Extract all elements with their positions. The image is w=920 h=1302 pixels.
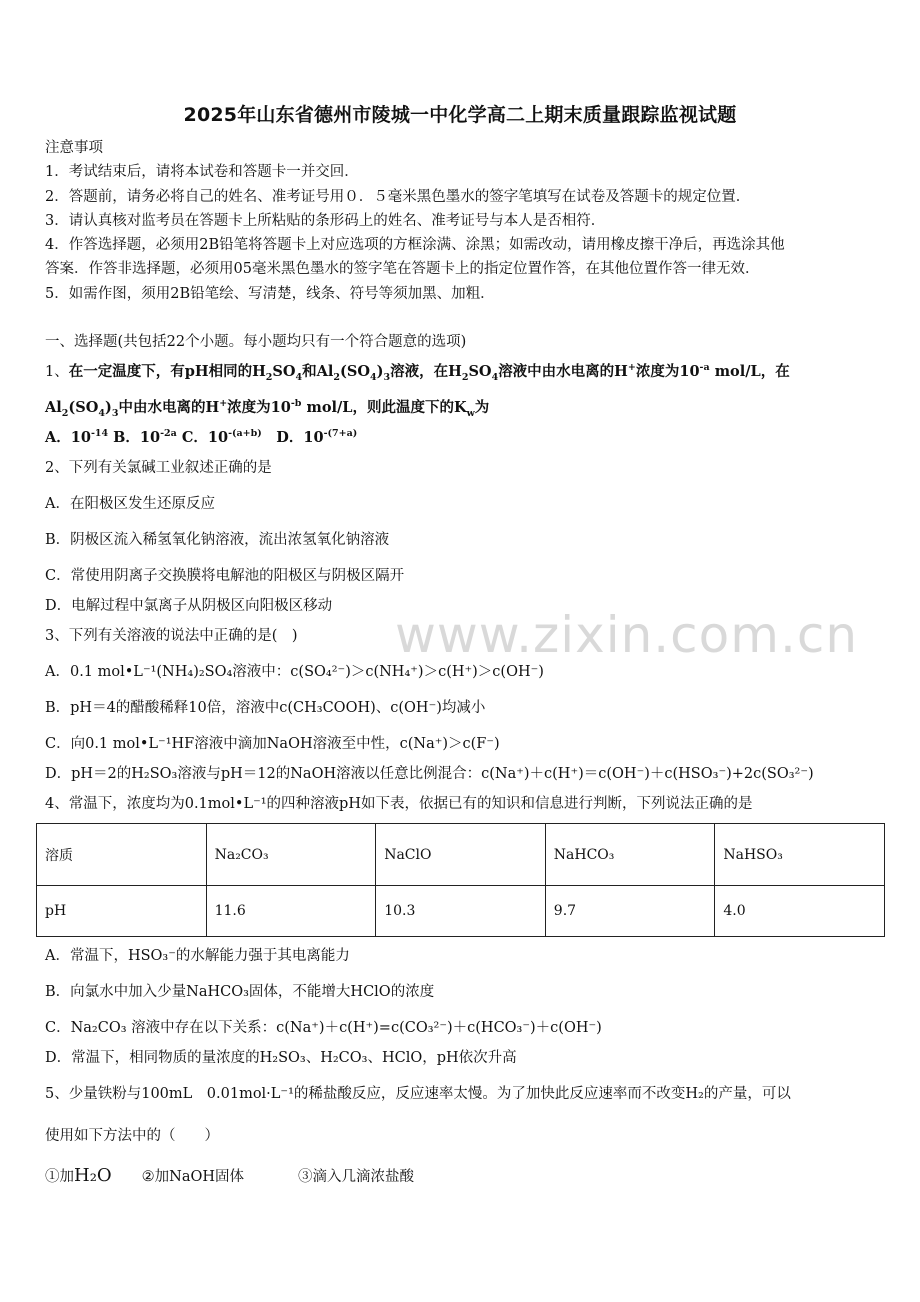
text: SO (272, 363, 296, 380)
text: mol/L，则此温度下的K (301, 399, 467, 416)
option-1: ①加 (45, 1169, 74, 1185)
ph-table (36, 823, 885, 937)
notice-item-4: 4．作答选择题，必须用2B铅笔将答题卡上对应选项的方框涂满、涂黑；如需改动，请用橡皮擦干净后，再选涂其他 (45, 237, 785, 253)
option-c: C．10 (176, 429, 229, 446)
superscript: -a (699, 362, 710, 374)
table-row (37, 824, 885, 886)
subscript: 3 (111, 407, 119, 419)
text: 为 (474, 399, 490, 416)
option-2: ②加NaOH固体 (141, 1169, 245, 1185)
subscript: 4 (491, 371, 499, 383)
option-3: ③滴入几滴浓盐酸 (298, 1169, 415, 1185)
text: 浓度为10 (635, 363, 700, 380)
option-b: B．10 (108, 429, 161, 446)
superscript: -14 (90, 428, 109, 440)
question-5-line-1: 5、少量铁粉与100mL 0.01mol·L⁻¹的稀盐酸反应，反应速率太慢。为了加快此反应速率而不改变H₂的产量，可以 (45, 1086, 791, 1102)
subscript: 2 (265, 371, 273, 383)
question-4-stem: 4、常温下，浓度均为0.1mol•L⁻¹的四种溶液pH如下表，依据已有的知识和信息进行判断，下列说法正确的是 (45, 796, 753, 812)
notice-item-2: 2．答题前，请务必将自己的姓名、准考证号用０．５毫米黑色墨水的签字笔填写在试卷及答题卡的规定位置． (45, 189, 751, 205)
text: 浓度为10 (227, 399, 291, 416)
superscript: -b (290, 398, 302, 410)
question-2-option-c: C．常使用阴离子交换膜将电解池的阳极区与阴极区隔开 (45, 568, 405, 584)
text: 溶液，在H (390, 363, 462, 380)
text: ) (376, 363, 384, 380)
notice-heading: 注意事项 (45, 140, 103, 156)
text: (SO (340, 363, 370, 380)
question-1-line-1 (45, 362, 790, 382)
subscript: 2 (461, 371, 469, 383)
question-2-option-a: A．在阳极区发生还原反应 (45, 496, 215, 512)
question-3-option-a: A．0.1 mol•L⁻¹(NH₄)₂SO₄溶液中：c(SO₄²⁻)＞c(NH₄⁺)＞c(H⁺)＞c(OH⁻) (45, 664, 544, 680)
subscript: w (466, 407, 475, 419)
notice-item-1: 1．考试结束后，请将本试卷和答题卡一并交回． (45, 164, 359, 180)
option-d: D．10 (261, 429, 324, 446)
table-cell: 4.0 (715, 886, 885, 937)
table-cell: 11.6 (206, 886, 376, 937)
section-heading: 一、选择题(共包括22个小题。每小题均只有一个符合题意的选项) (45, 334, 467, 350)
subscript: 2 (333, 371, 341, 383)
table-cell: pH (37, 886, 207, 937)
watermark: www.zixin.com.cn (395, 606, 859, 664)
subscript: 3 (383, 371, 391, 383)
notice-item-5: 5．如需作图，须用2B铅笔绘、写清楚，线条、符号等须加黑、加粗． (45, 286, 495, 302)
superscript: + (219, 398, 228, 410)
question-2-stem: 2、下列有关氯碱工业叙述正确的是 (45, 460, 272, 476)
subscript: 4 (370, 371, 377, 383)
question-2-option-b: B．阴极区流入稀氢氧化钠溶液，流出浓氢氧化钠溶液 (45, 532, 390, 548)
table-cell: NaHSO₃ (715, 824, 885, 886)
subscript: 2 (61, 407, 69, 419)
text: 和Al (302, 363, 334, 380)
question-3-option-c: C．向0.1 mol•L⁻¹HF溶液中滴加NaOH溶液至中性，c(Na⁺)＞c(F⁻) (45, 736, 500, 752)
option-1-formula: H₂O (74, 1165, 112, 1186)
question-4-option-d: D．常温下，相同物质的量浓度的H₂SO₃、H₂CO₃、HClO，pH依次升高 (45, 1050, 517, 1066)
text: 中由水电离的H (118, 399, 220, 416)
question-5-options (45, 1166, 414, 1187)
question-3-option-d: D．pH＝2的H₂SO₃溶液与pH＝12的NaOH溶液以任意比例混合：c(Na⁺)＋c(H⁺)＝c(OH⁻)＋c(HSO₃⁻)+2c(SO₃²⁻) (45, 766, 814, 782)
question-1-line-2 (45, 398, 489, 418)
table-cell: 9.7 (545, 886, 715, 937)
page-title: 2025年山东省德州市陵城一中化学高二上期末质量跟踪监视试题 (183, 104, 737, 126)
question-1-options (45, 428, 357, 448)
text: SO (468, 363, 492, 380)
notice-item-4-cont: 答案．作答非选择题，必须用05毫米黑色墨水的签字笔在答题卡上的指定位置作答，在其他位置作答一律无效． (45, 261, 760, 277)
subscript: 4 (295, 371, 303, 383)
question-4-option-a: A．常温下，HSO₃⁻的水解能力强于其电离能力 (45, 948, 350, 964)
text: 溶液中由水电离的H (498, 363, 628, 380)
table-cell: 溶质 (37, 824, 207, 886)
question-3-option-b: B．pH＝4的醋酸稀释10倍，溶液中c(CH₃COOH)、c(OH⁻)均减小 (45, 700, 486, 716)
superscript: -(7+a) (323, 428, 358, 440)
text: mol/L，在 (709, 363, 790, 380)
superscript: -(a+b) (228, 428, 262, 440)
text: 在一定温度下，有pH相同的H (68, 363, 266, 380)
notice-item-3: 3．请认真核对监考员在答题卡上所粘贴的条形码上的姓名、准考证号与本人是否相符． (45, 213, 606, 229)
option-a: A．10 (45, 429, 91, 446)
question-number: 1、 (45, 364, 69, 380)
question-4-option-b: B．向氯水中加入少量NaHCO₃固体，不能增大HClO的浓度 (45, 984, 435, 1000)
question-5-line-2: 使用如下方法中的（ ） (45, 1128, 219, 1144)
question-4-option-c: C．Na₂CO₃ 溶液中存在以下关系：c(Na⁺)＋c(H⁺)=c(CO₃²⁻)＋c(HCO₃⁻)＋c(OH⁻) (45, 1020, 602, 1036)
text: (SO (68, 399, 99, 416)
question-3-stem: 3、下列有关溶液的说法中正确的是( ) (45, 628, 298, 644)
table-row (37, 886, 885, 937)
table-cell: 10.3 (376, 886, 546, 937)
superscript: + (627, 362, 636, 374)
table-cell: NaClO (376, 824, 546, 886)
question-2-option-d: D．电解过程中氯离子从阴极区向阳极区移动 (45, 598, 333, 614)
text: ) (104, 399, 112, 416)
subscript: 4 (98, 407, 105, 419)
superscript: -2a (160, 428, 177, 440)
table-cell: NaHCO₃ (545, 824, 715, 886)
table-cell: Na₂CO₃ (206, 824, 376, 886)
text: Al (45, 399, 62, 416)
